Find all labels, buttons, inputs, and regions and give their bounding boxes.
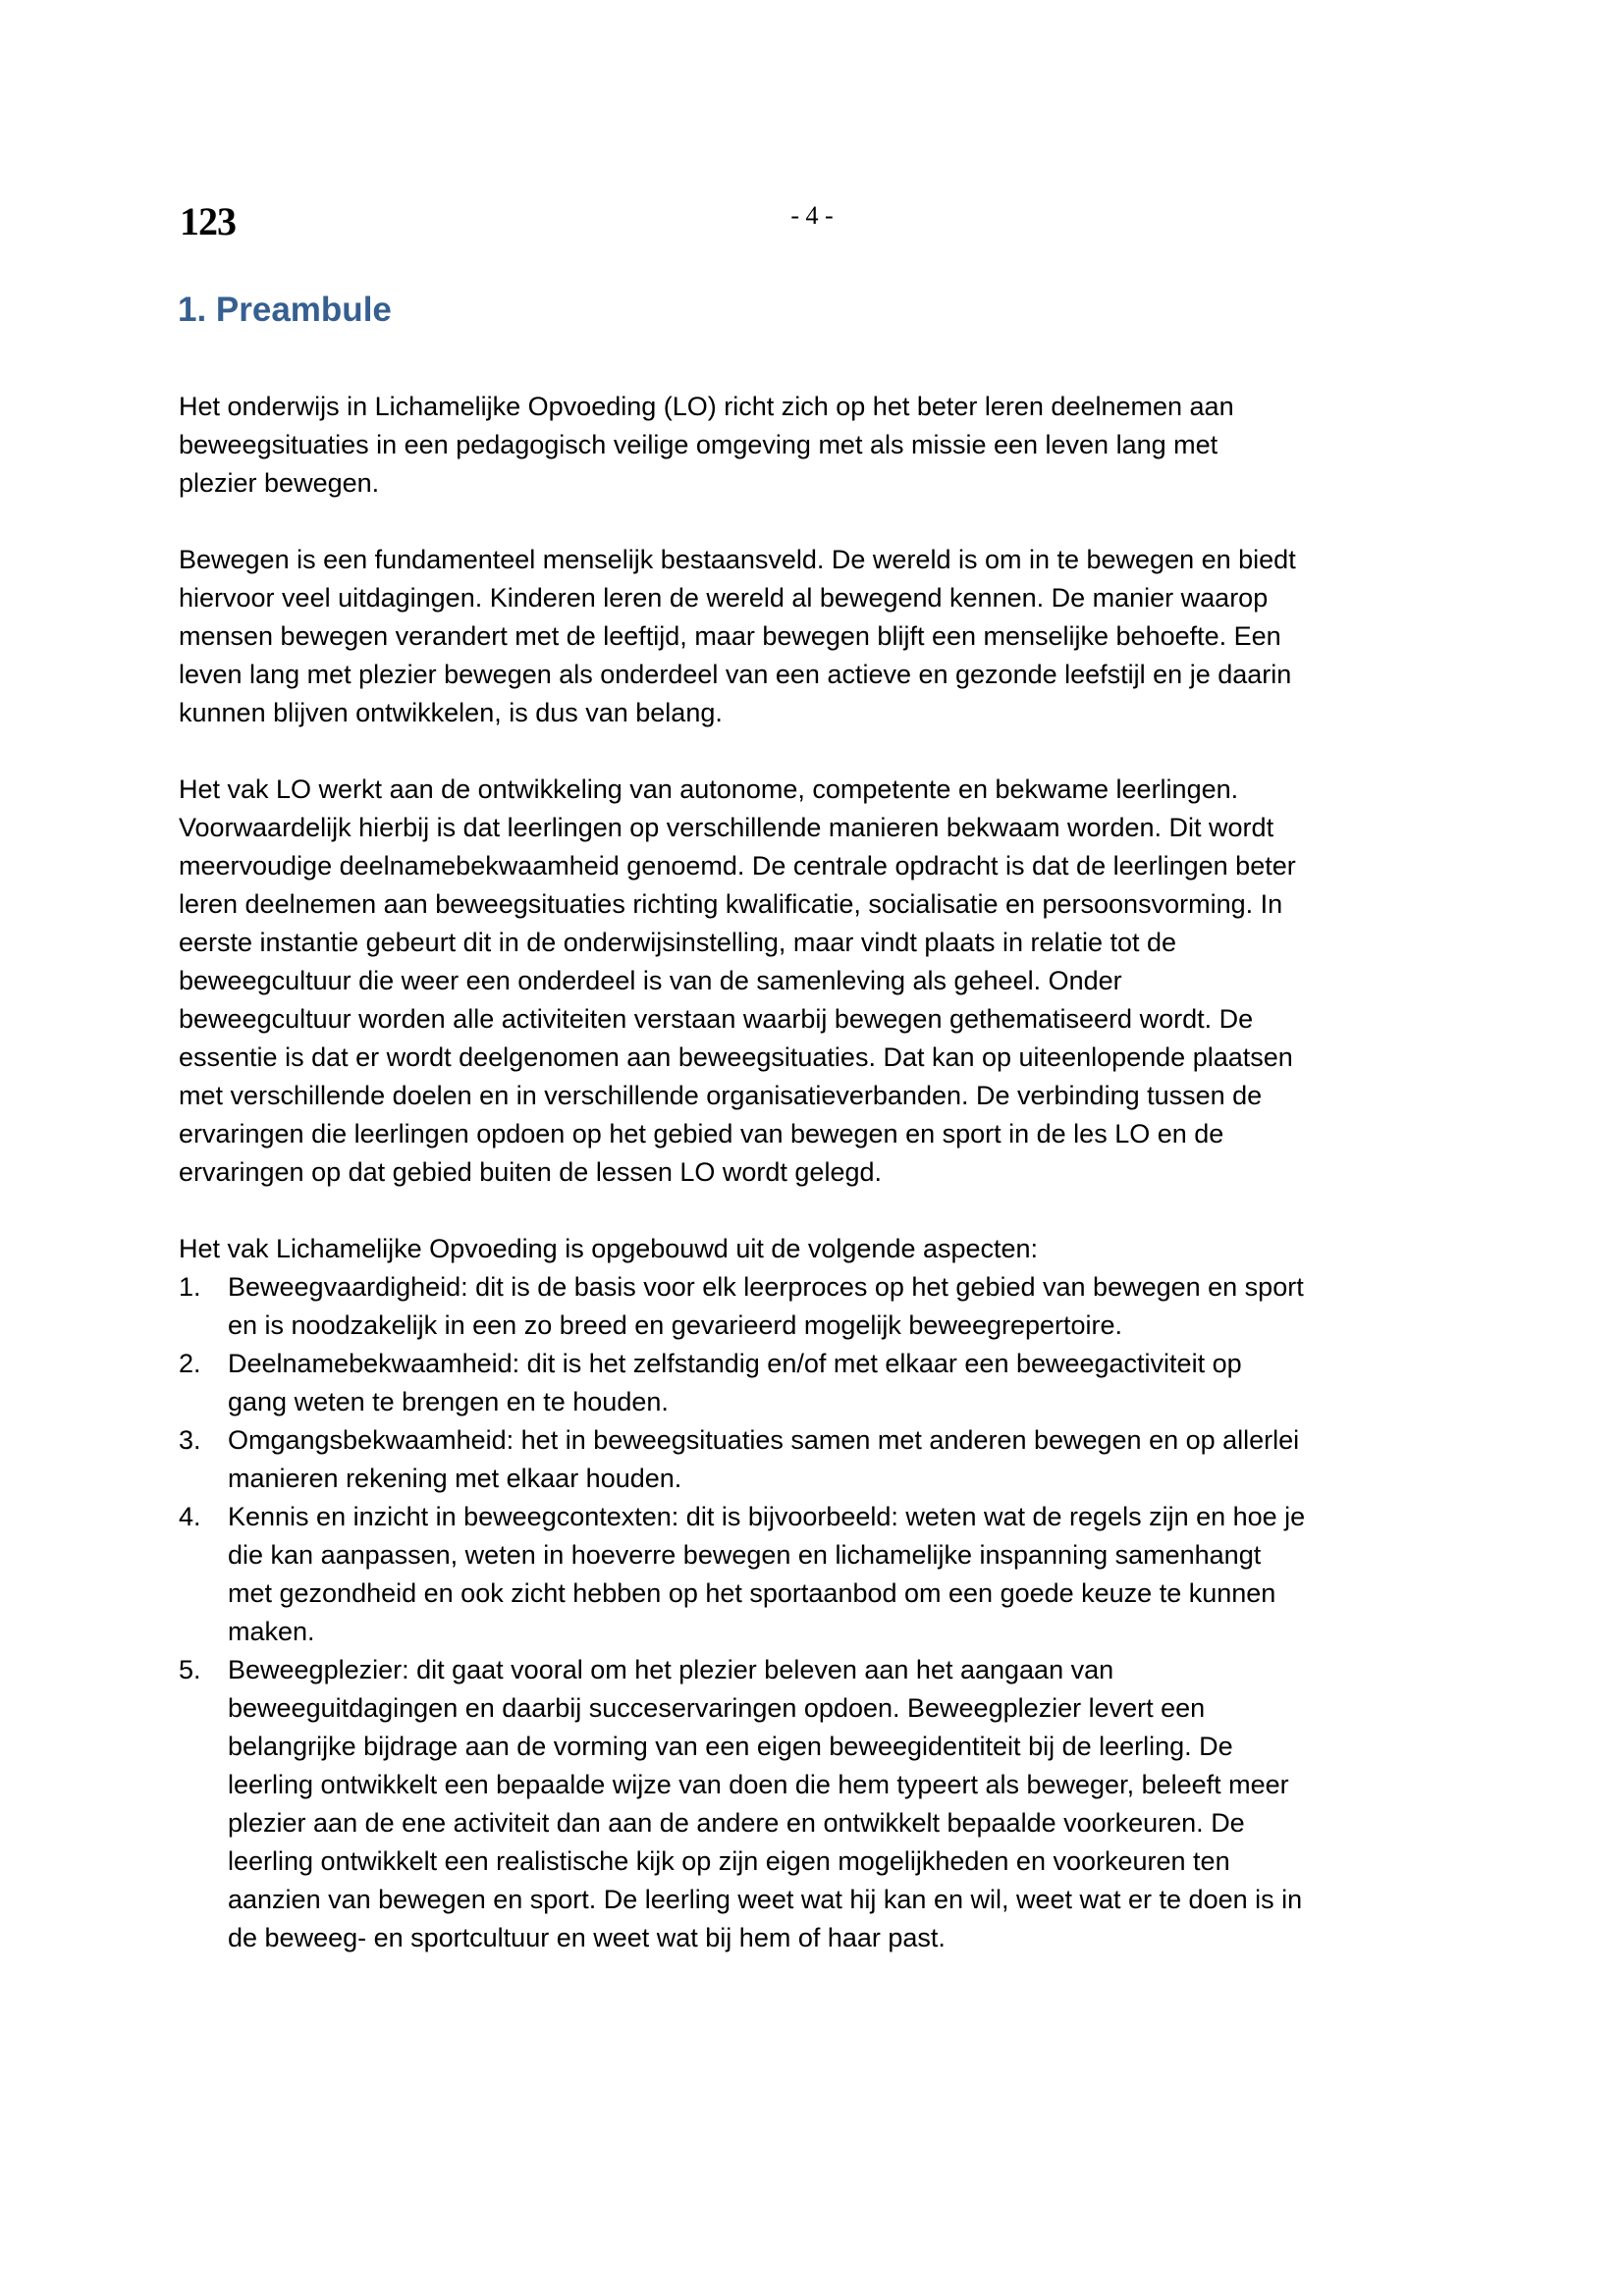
text-line: essentie is dat er wordt deelgenomen aan beweegsituaties. Dat kan op uiteenlopende plaatsen [179,1042,1293,1072]
text-line: eerste instantie gebeurt dit in de onderwijsinstelling, maar vindt plaats in relatie tot de [179,928,1177,957]
text-line: beweeguitdagingen en daarbij succeservaringen opdoen. Beweegplezier levert een [228,1693,1206,1723]
paragraph-bewegen [179,541,1475,732]
page-number: - 4 - [790,201,834,230]
text-line: Bewegen is een fundamenteel menselijk bestaansveld. De wereld is om in te bewegen en biedt [179,545,1296,574]
list-number: 4. [179,1502,201,1531]
text-line: gang weten te brengen en te houden. [228,1387,669,1416]
text-line: beweegcultuur worden alle activiteiten verstaan waarbij bewegen gethematiseerd wordt. De [179,1004,1254,1034]
list-number: 5. [179,1655,201,1684]
list-item [179,1651,1475,1957]
text-line: mensen bewegen verandert met de leeftijd, maar bewegen blijft een menselijke behoefte. Een [179,621,1281,651]
list-number: 3. [179,1425,201,1455]
text-line: beweegcultuur die weer een onderdeel is van de samenleving als geheel. Onder [179,966,1122,995]
text-line: plezier aan de ene activiteit dan aan de andere en ontwikkelt bepaalde voorkeuren. De [228,1808,1245,1838]
list-item [179,1268,1475,1345]
text-line: Het vak Lichamelijke Opvoeding is opgebouwd uit de volgende aspecten: [179,1234,1039,1263]
text-line: hiervoor veel uitdagingen. Kinderen leren de wereld al bewegend kennen. De manier waarop [179,583,1269,613]
text-line: de beweeg- en sportcultuur en weet wat bij hem of haar past. [228,1923,946,1952]
body-text [179,388,1475,1957]
text-line: ervaringen die leerlingen opdoen op het gebied van bewegen en sport in de les LO en de [179,1119,1224,1148]
text-line: Beweegplezier: dit gaat vooral om het plezier beleven aan het aangaan van [228,1655,1114,1684]
list-item [179,1421,1475,1498]
text-line: Kennis en inzicht in beweegcontexten: dit is bijvoorbeeld: weten wat de regels zijn en hoe je [228,1502,1306,1531]
text-line: Het onderwijs in Lichamelijke Opvoeding (LO) richt zich op het beter leren deelnemen aan [179,392,1234,421]
text-line: leerling ontwikkelt een realistische kijk op zijn eigen mogelijkheden en voorkeuren ten [228,1846,1230,1876]
text-line: maken. [228,1617,315,1646]
list-number: 1. [179,1272,201,1302]
text-line: die kan aanpassen, weten in hoeverre bewegen en lichamelijke inspanning samenhangt [228,1540,1262,1570]
text-line: belangrijke bijdrage aan de vorming van een eigen beweegidentiteit bij de leerling. De [228,1732,1233,1761]
text-line: beweegsituaties in een pedagogisch veilige omgeving met als missie een leven lang met [179,430,1218,459]
text-line: leren deelnemen aan beweegsituaties richting kwalificatie, socialisatie en persoonsvorming. In [179,889,1283,919]
text-line: Het vak LO werkt aan de ontwikkeling van autonome, competente en bekwame leerlingen. [179,774,1239,804]
list-number: 2. [179,1349,201,1378]
text-line: met gezondheid en ook zicht hebben op het sportaanbod om een goede keuze te kunnen [228,1578,1276,1608]
paragraph-intro [179,388,1475,503]
document-number: 123 [180,199,236,243]
text-line: en is noodzakelijk in een zo breed en gevarieerd mogelijk beweegrepertoire. [228,1310,1123,1340]
aspects-list [179,1268,1475,1957]
text-line: plezier bewegen. [179,468,380,498]
text-line: aanzien van bewegen en sport. De leerling weet wat hij kan en wil, weet wat er te doen is in [228,1885,1303,1914]
paragraph-vak-lo [179,771,1475,1192]
text-line: leven lang met plezier bewegen als onderdeel van een actieve en gezonde leefstijl en je daarin [179,660,1292,689]
text-line: Voorwaardelijk hierbij is dat leerlingen op verschillende manieren bekwaam worden. Dit wordt [179,813,1274,842]
text-line: Deelnamebekwaamheid: dit is het zelfstandig en/of met elkaar een beweegactiviteit op [228,1349,1242,1378]
aspects-intro [179,1230,1475,1268]
text-line: kunnen blijven ontwikkelen, is dus van belang. [179,698,723,727]
list-item [179,1498,1475,1651]
text-line: manieren rekening met elkaar houden. [228,1464,682,1493]
section-heading: 1. Preambule [178,291,392,329]
text-line: met verschillende doelen en in verschillende organisatieverbanden. De verbinding tussen de [179,1081,1263,1110]
list-item [179,1345,1475,1421]
text-line: Beweegvaardigheid: dit is de basis voor elk leerproces op het gebied van bewegen en sport [228,1272,1304,1302]
text-line: Omgangsbekwaamheid: het in beweegsituaties samen met anderen bewegen en op allerlei [228,1425,1300,1455]
text-line: meervoudige deelnamebekwaamheid genoemd. De centrale opdracht is dat de leerlingen beter [179,851,1296,881]
text-line: leerling ontwikkelt een bepaalde wijze van doen die hem typeert als beweger, beleeft meer [228,1770,1289,1799]
text-line: ervaringen op dat gebied buiten de lessen LO wordt gelegd. [179,1157,883,1187]
